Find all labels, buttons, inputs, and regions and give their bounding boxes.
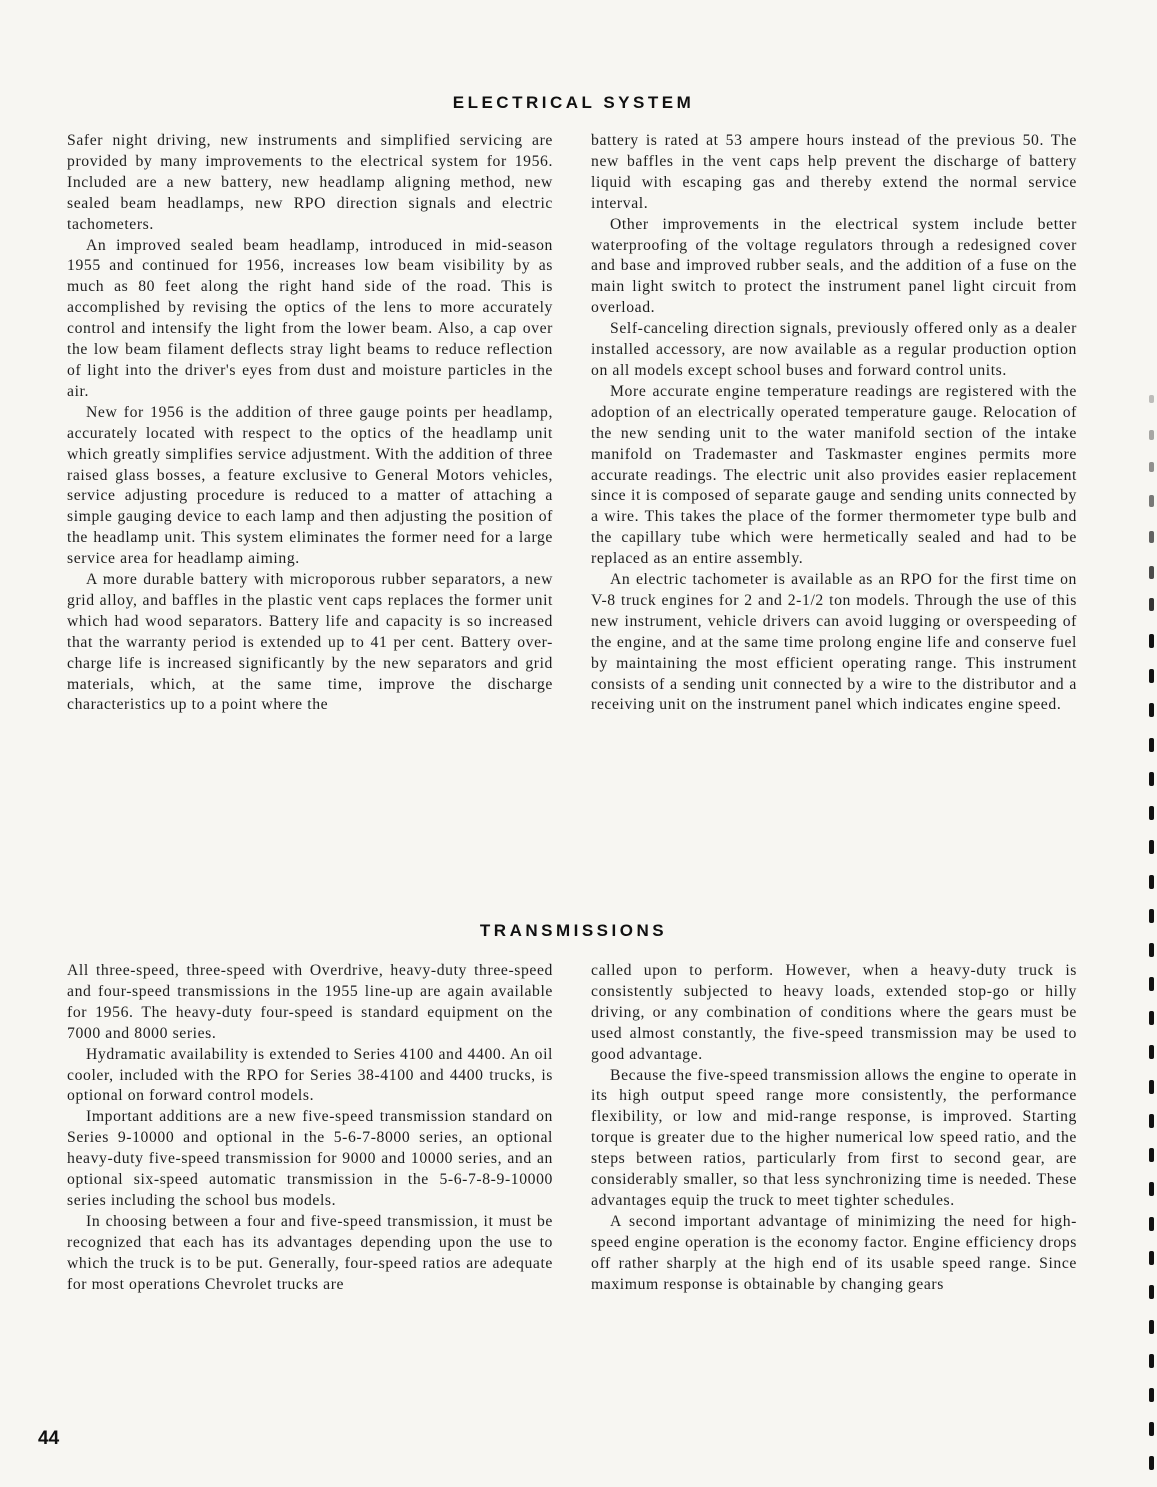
binding-hole [1149,1148,1154,1162]
transmissions-heading: TRANSMISSIONS [479,921,668,940]
binding-hole [1149,806,1154,820]
binding-hole [1149,1422,1154,1436]
paragraph: A more durable battery with microporous rubber separators, a new grid alloy, and baffles in the plastic vent caps replaces the former unit which had wood separators. Battery life and capacity is so increased that the warranty period is extended up to 41 per cent. Battery over-charge life is increased significantly by the new separators and grid materials, which, at the same time, improve the discharge characteristics up to a point where the [67,571,553,714]
binding-holes [1146,0,1157,1487]
paragraph: Important additions are a new five-speed transmission standard on Series 9-10000 and optional in the 5-6-7-8000 series, an optional heavy-duty five-speed transmission for 9000 and 10000 series, and an optional six-speed automatic transmission in the 5-6-7-8-9-10000 series including the school bus models. [67,1108,553,1209]
binding-hole [1149,1388,1154,1402]
binding-hole [1149,1045,1154,1059]
binding-hole [1149,1114,1154,1128]
binding-hole [1149,943,1154,957]
binding-hole [1149,909,1154,923]
binding-hole [1149,395,1154,403]
binding-hole [1149,1285,1154,1299]
binding-hole [1149,875,1154,889]
binding-hole [1149,1251,1154,1265]
binding-hole [1149,430,1154,440]
binding-hole [1149,1320,1154,1334]
binding-hole [1149,462,1154,472]
binding-hole [1149,1011,1154,1025]
transmissions-right-column [591,961,1077,1296]
paragraph: An improved sealed beam headlamp, introduced in mid-season 1955 and continued for 1956, increases low beam visibility by as much as 80 feet along the right hand side of the road. This is accomplished by revising the optics of the lens to more accurately control and intensify the light from the lower beam. Also, a cap over the low beam filament deflects stray light beams to reduce reflection of light into the driver's eyes from dust and moisture particles in the air. [67,236,553,400]
paragraph: In choosing between a four and five-speed transmission, it must be recognized that each has its advantages depending upon the use to which the truck is to be put. Generally, four-speed ratios are adequate for most operations Chevrolet trucks are [67,1212,553,1293]
binding-hole [1149,1354,1154,1368]
electrical-system-heading: ELECTRICAL SYSTEM [452,93,695,112]
paragraph: Other improvements in the electrical system include better waterproofing of the voltage regulators through a redesigned cover and base and improved rubber seals, and the addition of a fuse on the main light switch to protect the instrument panel light circuit from overload. [591,215,1077,317]
binding-hole [1149,1217,1154,1231]
binding-hole [1149,840,1154,854]
electrical-left-column [67,131,553,716]
paragraph: called upon to perform. However, when a heavy-duty truck is consistently subjected to heavy loads, extended stop-go or hilly driving, or any combination of conditions where the gears must be used almost constantly, the five-speed transmission may be used to good advantage. [591,962,1077,1063]
binding-hole [1149,634,1154,648]
paragraph: All three-speed, three-speed with Overdrive, heavy-duty three-speed and four-speed transmissions in the 1955 line-up are again available for 1956. The heavy-duty four-speed is standard equipment on the 7000 and 8000 series. [67,962,553,1042]
paragraph: Self-canceling direction signals, previously offered only as a dealer installed accessory, are now available as a regular production option on all models except school buses and forward control units. [591,320,1077,379]
binding-hole [1149,566,1154,579]
paragraph: New for 1956 is the addition of three gauge points per headlamp, accurately located with respect to the optics of the headlamp unit which greatly simplifies service adjustment. With the addition of three raised glass bosses, a feature exclusive to General Motors vehicles, service adjusting procedure is reduced to a matter of attaching a simple gauging device to each lamp and then adjusting the position of the headlamp unit. This system eliminates the former need for a large service area for headlamp aiming. [67,403,553,568]
binding-hole [1149,1456,1154,1470]
binding-hole [1149,669,1154,683]
paragraph: battery is rated at 53 ampere hours instead of the previous 50. The new baffles in the vent caps help prevent the discharge of battery liquid with escaping gas and thereby extend the normal service interval. [591,132,1077,212]
paragraph: An electric tachometer is available as an RPO for the first time on V-8 truck engines for 2 and 2-1/2 ton models. Through the use of this new instrument, vehicle drivers can avoid lugging or overspeeding of the engine, and at the same time prolong engine life and conserve fuel by maintaining the most efficient operating range. This instrument consists of a sending unit connected by a wire to the distributor and a receiving unit on the instrument panel which indicates engine speed. [591,571,1077,714]
binding-hole [1149,531,1154,543]
binding-hole [1149,1182,1154,1196]
page-number: 44 [38,1428,60,1449]
binding-hole [1149,1080,1154,1094]
binding-hole [1149,703,1154,717]
paragraph: Because the five-speed transmission allows the engine to operate in its high output speed range more consistently, the performance flexibility, or low and mid-range response, is improved. Starting torque is greater due to the higher numerical low speed ratio, and the steps between ratios, particularly from first to second gear, are considerably smaller, so that less synchronizing time is needed. These advantages equip the truck to meet tighter schedules. [591,1066,1077,1209]
binding-hole [1149,977,1154,991]
electrical-right-column [591,131,1077,716]
binding-hole [1149,772,1154,786]
transmissions-left-column [67,961,553,1296]
paragraph: A second important advantage of minimizing the need for high-speed engine operation is the economy factor. Engine efficiency drops off rather sharply at the high end of its usable speed range. Since maximum response is obtainable by changing gears [591,1212,1077,1293]
paragraph: Safer night driving, new instruments and simplified servicing are provided by many improvements to the electrical system for 1956. Included are a new battery, new headlamp aligning method, new sealed beam headlamps, new RPO direction signals and electric tachometers. [67,132,553,233]
paragraph: Hydramatic availability is extended to Series 4100 and 4400. An oil cooler, included with the RPO for Series 38-4100 and 4400 trucks, is optional on forward control models. [67,1045,553,1105]
binding-hole [1149,738,1154,752]
paragraph: More accurate engine temperature readings are registered with the adoption of an electrically operated temperature gauge. Relocation of the new sending unit to the water manifold section of the intake manifold on Trademaster and Taskmaster engines permits more accurate readings. The electric unit also provides easier replacement since it is composed of separate gauge and sending units connected by a wire. This takes the place of the former thermometer type bulb and the capillary tube which were hermetically sealed and had to be replaced as an entire assembly. [591,382,1077,568]
binding-hole [1149,495,1154,507]
binding-hole [1149,598,1154,611]
